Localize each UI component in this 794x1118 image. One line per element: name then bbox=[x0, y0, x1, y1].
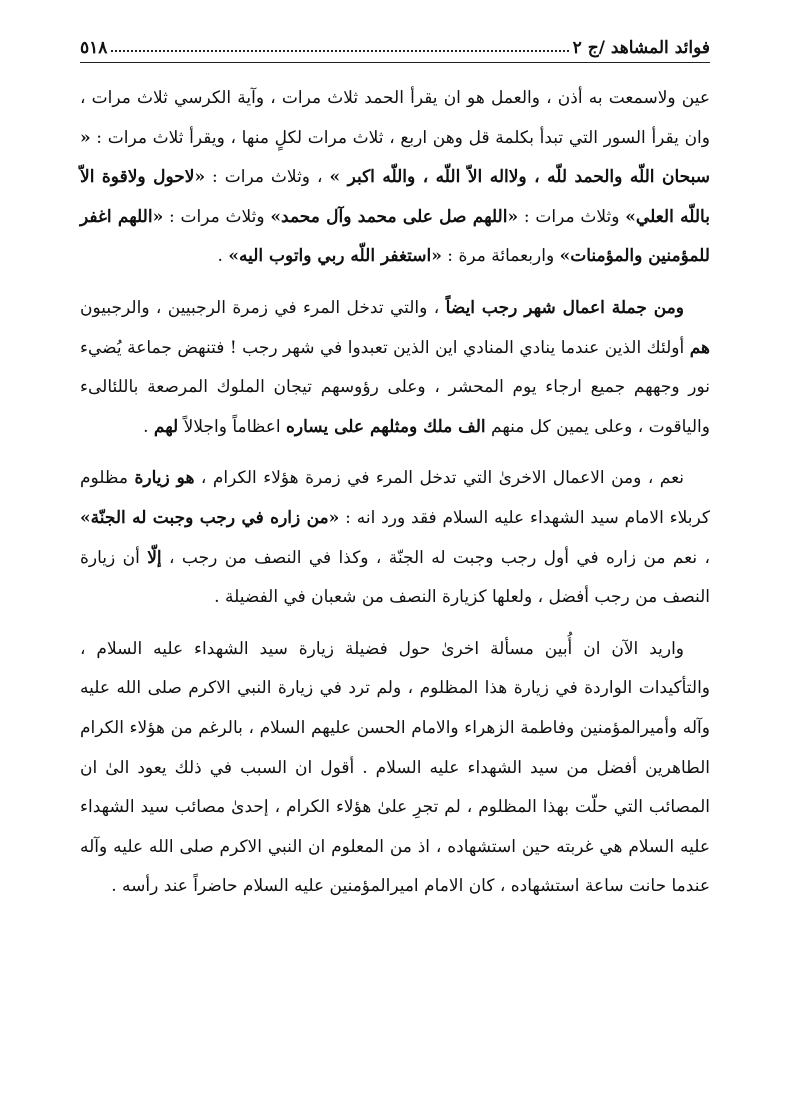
bold-phrase: «من زاره في رجب وجبت له الجنّة» bbox=[80, 507, 340, 528]
text-run: أولئك الذين عندما ينادي المنادي اين الذين تعبدوا في شهر رجب ! فتنهض جماعة يُضيء نور وجههم جميع ارجاء يوم المحشر ، وعلى رؤوسهم تيجان الملوك المرصعة باللئالىء والياقوت ، وعلى يمين كل منهم bbox=[80, 337, 710, 437]
book-page bbox=[80, 30, 710, 907]
book-title: فوائد المشاهد /ج ٢ bbox=[572, 38, 710, 58]
paragraph bbox=[80, 630, 710, 907]
text-run: أن زيارة النصف من رجب أفضل ، ولعلها كزيارة النصف من شعبان في الفضيلة . bbox=[80, 547, 710, 608]
bold-phrase: «اللهم اغفر للمؤمنين والمؤمنات» bbox=[80, 206, 710, 267]
bold-phrase: «استغفر اللّه ربي واتوب اليه» bbox=[228, 246, 442, 267]
text-run: واريد الآن ان أُبين مسألة اخرىٰ حول فضيلة زيارة سيد الشهداء عليه السلام ، والتأكيدات الواردة في زيارة هذا المظلوم ، ولم ترد في زيارة النبي الاكرم صلى الله عليه وآله وأميرالمؤمنين وفاطمة الزهراء والامام الحسن عليهم السلام ، بالرغم من هؤلاء الكرام الطاهرين أفضل من سيد الشهداء عليه السلام . أقول ان السبب في ذلك يعود الىٰ ان المصائب التي حلّت بهذا المظلوم ، لم تجرِ علىٰ هؤلاء الكرام ، إحدىٰ مصائب سيد الشهداء عليه السلام هي غربته حين استشهاده ، اذ من المعلوم ان النبي الاكرم صلى الله عليه وآله عندما حانت ساعة استشهاده ، كان الامام اميرالمؤمنين عليه السلام حاضراً عند رأسه . bbox=[80, 638, 710, 897]
bold-phrase: «لاحول ولاقوة الاّ باللّه العلي» bbox=[80, 167, 710, 227]
bold-phrase: إلّا bbox=[147, 547, 162, 568]
text-run: اعظاماً واجلالاً bbox=[178, 416, 287, 437]
text-run: وثلاث مرات : bbox=[518, 206, 626, 227]
bold-phrase: لهم bbox=[153, 416, 179, 437]
text-run: . bbox=[217, 246, 229, 267]
text-run: . bbox=[143, 416, 154, 437]
paragraph bbox=[80, 459, 710, 617]
text-run: مظلوم كربلاء الامام سيد الشهداء عليه السلام فقد ورد انه : bbox=[80, 468, 711, 528]
bold-phrase: هو زيارة bbox=[134, 468, 195, 489]
text-run: ، وثلاث مرات : bbox=[205, 167, 330, 188]
bold-phrase: هم bbox=[689, 337, 710, 358]
text-run: وثلاث مرات : bbox=[163, 206, 271, 227]
text-run: ، نعم من زاره في أول رجب وجبت له الجنّة ، وكذا في النصف من رجب ، bbox=[161, 547, 710, 568]
paragraph bbox=[80, 79, 710, 277]
header-dot-leader bbox=[111, 50, 568, 52]
paragraph bbox=[80, 289, 710, 447]
bold-phrase: «اللهم صل على محمد وآل محمد» bbox=[270, 206, 519, 227]
bold-phrase: ومن جملة اعمال شهر رجب ايضاً bbox=[445, 297, 684, 318]
running-header bbox=[80, 30, 710, 63]
bold-phrase: الف ملك ومثلهم على يساره bbox=[286, 416, 486, 437]
body-text bbox=[80, 79, 710, 907]
text-run: نعم ، ومن الاعمال الاخرىٰ التي تدخل المرء في زمرة هؤلاء الكرام ، bbox=[194, 468, 685, 489]
text-run: ، والتي تدخل المرء في زمرة الرجبيين ، والرجبيون bbox=[80, 297, 446, 318]
bold-phrase: « سبحان اللّه والحمد للّه ، ولااله الاّ اللّه ، واللّه اكبر » bbox=[80, 127, 710, 188]
text-run: عين ولاسمعت به أذن ، والعمل هو ان يقرأ الحمد ثلاث مرات ، وآية الكرسي ثلاث مرات ، وان يقرأ السور التي تبدأ بكلمة قل وهن اربع ، ثلاث مرات لكلٍ منها ، ويقرأ ثلاث مرات : bbox=[80, 88, 710, 148]
page-number: ٥١٨ bbox=[80, 38, 108, 58]
text-run: واربعمائة مرة : bbox=[441, 246, 560, 267]
